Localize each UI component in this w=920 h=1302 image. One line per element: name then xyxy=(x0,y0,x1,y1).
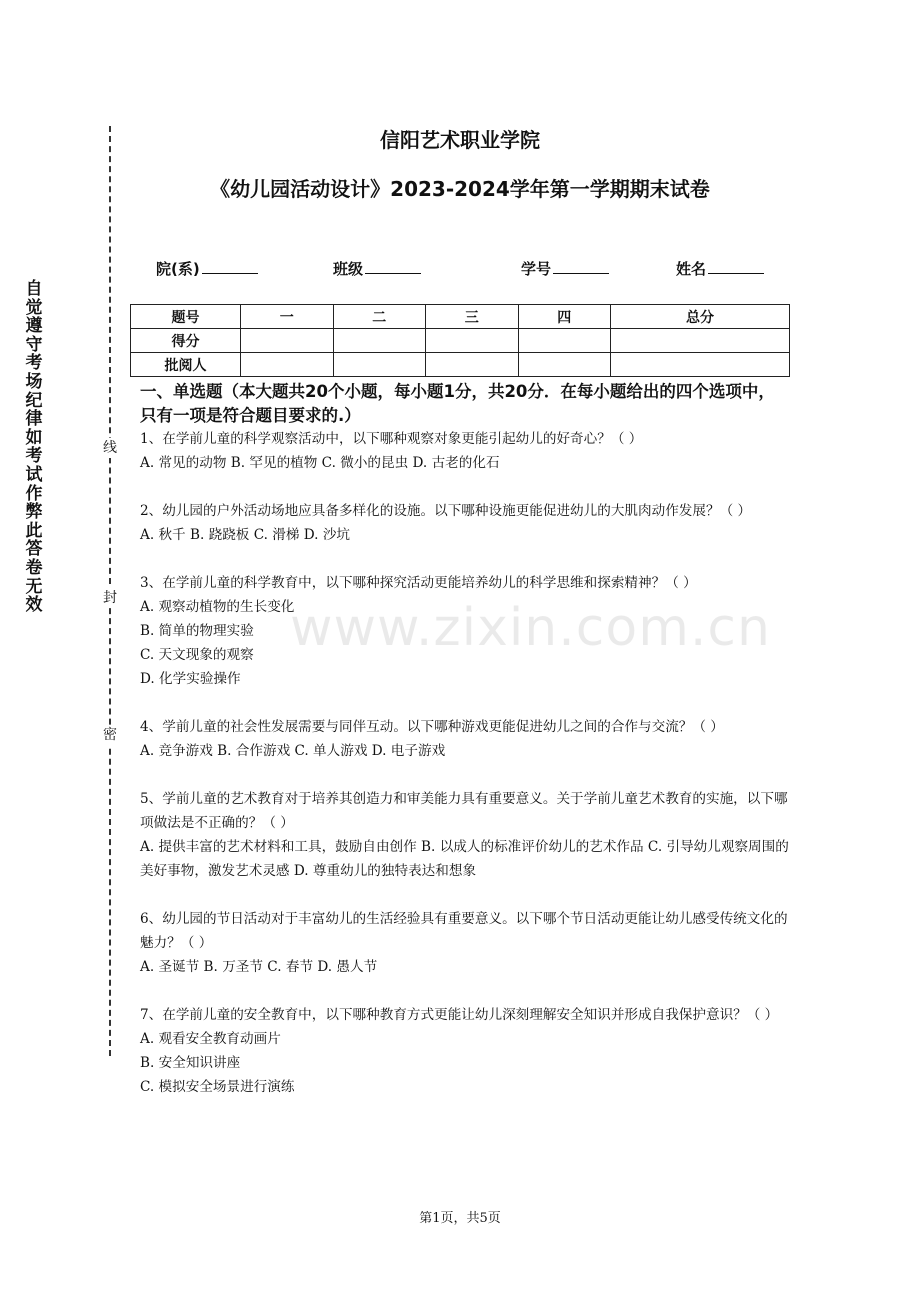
question-option: A. 观看安全教育动画片 xyxy=(140,1031,281,1047)
section-title: 一、单选题（本大题共20个小题，每小题1分，共20分．在每小题给出的四个选项中，只有一项是符合题目要求的.） xyxy=(140,382,775,425)
info-class-blank xyxy=(365,259,421,274)
exam-rule-note: 自觉遵守考场纪律如考试作弊此答卷无效 xyxy=(25,279,43,616)
score-cell xyxy=(611,329,790,353)
score-table xyxy=(130,304,790,377)
info-department-blank xyxy=(202,259,258,274)
info-name-label: 姓名 xyxy=(676,260,707,278)
info-department xyxy=(156,258,258,279)
score-table-row-score xyxy=(131,329,790,353)
score-cell xyxy=(333,329,426,353)
question-option: B. 安全知识讲座 xyxy=(140,1055,241,1071)
question-item xyxy=(140,787,790,883)
score-cell xyxy=(518,329,611,353)
school-name: 信阳艺术职业学院 xyxy=(380,128,540,152)
question-item xyxy=(140,499,790,547)
question-stem: 6、幼儿园的节日活动对于丰富幼儿的生活经验具有重要意义。以下哪个节日活动更能让幼儿感受传统文化的魅力？（ ） xyxy=(140,911,788,951)
grader-cell xyxy=(333,353,426,377)
question-item xyxy=(140,907,790,979)
score-header-cell: 二 xyxy=(333,305,426,329)
question-item xyxy=(140,1003,790,1099)
question-options: A. 竞争游戏 B. 合作游戏 C. 单人游戏 D. 电子游戏 xyxy=(140,743,446,759)
question-list xyxy=(140,427,790,1123)
info-name-blank xyxy=(708,259,764,274)
watermark: www.zixin.com.cn xyxy=(290,598,771,658)
question-stem: 7、在学前儿童的安全教育中，以下哪种教育方式更能让幼儿深刻理解安全知识并形成自我保护意识？（ ） xyxy=(140,1007,779,1023)
score-row-label: 得分 xyxy=(131,329,241,353)
question-option: A. 观察动植物的生长变化 xyxy=(140,599,295,615)
page-footer: 第1页，共5页 xyxy=(419,1211,501,1226)
score-header-cell: 总分 xyxy=(611,305,790,329)
question-stem: 5、学前儿童的艺术教育对于培养其创造力和审美能力具有重要意义。关于学前儿童艺术教育的实施，以下哪项做法是不正确的？（ ） xyxy=(140,791,788,831)
question-option: D. 化学实验操作 xyxy=(140,671,241,687)
question-options: A. 常见的动物 B. 罕见的植物 C. 微小的昆虫 D. 古老的化石 xyxy=(140,455,500,471)
binding-mark-feng: 封 xyxy=(103,590,117,606)
grader-cell xyxy=(518,353,611,377)
score-header-cell: 三 xyxy=(426,305,519,329)
info-student-id-blank xyxy=(553,259,609,274)
binding-mark-xian: 线 xyxy=(103,440,117,456)
grader-row-label: 批阅人 xyxy=(131,353,241,377)
info-name xyxy=(676,258,764,279)
question-option: C. 天文现象的观察 xyxy=(140,647,254,663)
score-header-cell: 四 xyxy=(518,305,611,329)
question-stem: 3、在学前儿童的科学教育中，以下哪种探究活动更能培养幼儿的科学思维和探索精神？（ ） xyxy=(140,575,697,591)
info-department-label: 院(系) xyxy=(156,260,200,278)
question-options: A. 秋千 B. 跷跷板 C. 滑梯 D. 沙坑 xyxy=(140,527,351,543)
grader-cell xyxy=(611,353,790,377)
question-stem: 2、幼儿园的户外活动场地应具备多样化的设施。以下哪种设施更能促进幼儿的大肌肉动作发展？（ ） xyxy=(140,503,752,519)
question-stem: 1、在学前儿童的科学观察活动中，以下哪种观察对象更能引起幼儿的好奇心？（ ） xyxy=(140,431,643,447)
binding-mark-mi: 密 xyxy=(103,727,117,743)
question-item xyxy=(140,715,790,763)
info-student-id xyxy=(521,258,609,279)
exam-title: 《幼儿园活动设计》2023-2024学年第一学期期末试卷 xyxy=(210,177,710,201)
score-table-header-row xyxy=(131,305,790,329)
question-option: C. 模拟安全场景进行演练 xyxy=(140,1079,295,1095)
grader-cell xyxy=(241,353,334,377)
score-cell xyxy=(241,329,334,353)
question-options: A. 圣诞节 B. 万圣节 C. 春节 D. 愚人节 xyxy=(140,959,378,975)
question-item xyxy=(140,427,790,475)
score-cell xyxy=(426,329,519,353)
score-header-cell: 题号 xyxy=(131,305,241,329)
question-options: A. 提供丰富的艺术材料和工具，鼓励自由创作 B. 以成人的标准评价幼儿的艺术作品 C. 引导幼儿观察周围的美好事物，激发艺术灵感 D. 尊重幼儿的独特表达和想象 xyxy=(140,839,789,879)
score-header-cell: 一 xyxy=(241,305,334,329)
info-class-label: 班级 xyxy=(333,260,364,278)
info-class xyxy=(333,258,421,279)
grader-cell xyxy=(426,353,519,377)
score-table-row-grader xyxy=(131,353,790,377)
question-option: B. 简单的物理实验 xyxy=(140,623,254,639)
info-student-id-label: 学号 xyxy=(521,260,552,278)
question-stem: 4、学前儿童的社会性发展需要与同伴互动。以下哪种游戏更能促进幼儿之间的合作与交流？（ ） xyxy=(140,719,724,735)
